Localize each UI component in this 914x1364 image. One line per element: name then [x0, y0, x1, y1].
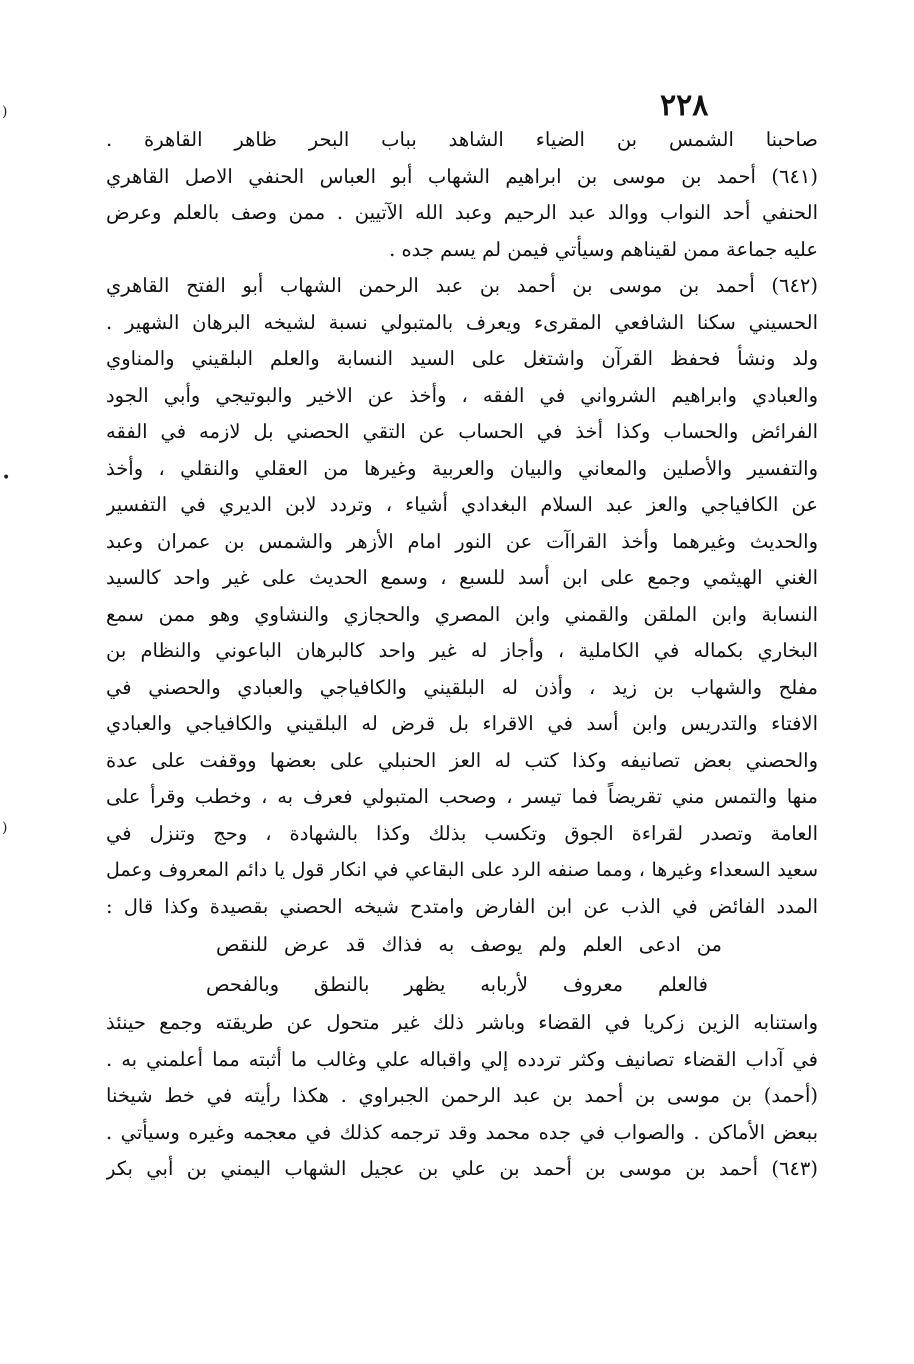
text-line: ولد ونشأ فحفظ القرآن واشتغل على السيد النسابة والعلم البلقيني والمناوي — [106, 347, 818, 370]
text-line: النسابة وابن الملقن والقمني وابن المصري والحجازي والنشاوي وهو ممن سمع — [106, 602, 818, 626]
text-line: الافتاء والتدريس وابن أسد في الاقراء بل قرض له البلقيني والكافياجي والعبادي — [106, 712, 818, 735]
margin-tick: ) — [2, 820, 8, 836]
text-line: (٦٤٣) أحمد بن موسى بن أحمد بن علي بن عجيل الشهاب اليمني بن أبي بكر — [106, 1157, 818, 1180]
text-line: عن الكافياجي والعز عبد السلام البغدادي أشياء ، وتردد لابن الديري في التفسير — [106, 493, 818, 516]
text-line: واستنابه الزين زكريا في القضاء وباشر ذلك غير متحول عن طريقته وجمع حينئذ — [106, 1011, 818, 1034]
text-line: صاحبنا الشمس بن الضياء الشاهد بباب البحر ظاهر القاهرة . — [106, 128, 818, 151]
text-line: الفرائض والحساب وكذا أخذ في الحساب عن التقي الحصني بل لازمه في الفقه — [106, 420, 818, 443]
page-number: ٢٢٨ — [660, 88, 709, 123]
text-line: (٦٤٢) أحمد بن موسى بن أحمد بن عبد الرحمن الشهاب أبو الفتح القاهري — [106, 274, 818, 297]
text-line: العامة وتصدر لقراءة الجوق وتكسب بذلك وكذا بالشهادة ، وحج وتنزل في — [106, 821, 818, 845]
text-line: عليه جماعة ممن لقيناهم وسيأتي فيمن لم يسم جده . — [389, 237, 818, 261]
text-line: سعيد السعداء وغيرها ، ومما صنفه الرد على البقاعي في انكار قول يا دائم المعروف وعمل — [106, 859, 818, 881]
text-line: (٦٤١) أحمد بن موسى بن ابراهيم الشهاب أبو العباس الحنفي الاصل القاهري — [106, 164, 818, 188]
text-line: والتفسير والأصلين والمعاني والبيان والعربية وغيرها من العقلي والنقلي ، وأخذ — [106, 456, 818, 480]
margin-tick: ) — [2, 104, 8, 120]
text-line: ببعض الأماكن . والصواب في جده محمد وقد ترجمه كذلك في معجمه وغيره وسيأتي . — [106, 1120, 818, 1144]
text-line: الحسيني سكنا الشافعي المقرىء ويعرف بالمتبولي نسبة لشيخه البرهان الشهير . — [106, 310, 818, 334]
poem-verse: فالعلم معروف لأربابه يظهر بالنطق وبالفحص — [206, 973, 708, 996]
text-line: والعبادي وابراهيم الشرواني في الفقه ، وأخذ عن الاخير والبوتيجي وأبي الجود — [106, 383, 818, 407]
text-line: البخاري بكماله في الكاملية ، وأجاز له غير واحد كالبرهان الباعوني والنظام بن — [106, 639, 818, 662]
text-line: الحنفي أحد النواب ووالد عبد الرحيم وعبد الله الآتيين . ممن وصف بالعلم وعرض — [106, 201, 818, 224]
poem-verse: من ادعى العلم ولم يوصف به فذاك قد عرض للنقص — [216, 933, 722, 956]
text-line: (أحمد) بن موسى بن أحمد بن عبد الرحمن الجبراوي . هكذا رأيته في خط شيخنا — [106, 1084, 818, 1107]
text-line: والحديث وغيرهما وأخذ القراآت عن النور امام الأزهر والشمس بن عمران وعبد — [106, 529, 818, 553]
text-line: مفلح والشهاب بن زيد ، وأذن له البلقيني والكافياجي والعبادي والحصني في — [106, 675, 818, 699]
text-line: في آداب القضاء تصانيف وكثر تردده إلي واقباله علي وغالب ما أثبته مما أعلمني به . — [106, 1047, 818, 1071]
text-line: المدد الفائض في الذب عن ابن الفارض وامتدح شيخه الحصني بقصيدة وكذا قال : — [106, 894, 818, 918]
text-line: والحصني بعض تصانيفه وكذا كتب له العز الحنبلي على بعضها ووقفت على عدة — [106, 748, 818, 772]
text-line: الغني الهيثمي وجمع على ابن أسد للسبع ، وسمع الحديث على غير واحد كالسيد — [106, 566, 818, 589]
body-text — [106, 122, 818, 1188]
margin-tick: • — [2, 470, 11, 486]
text-line: منها والتمس مني تقريضاً فما تيسر ، وصحب المتبولي فعرف به ، وخطب وقرأ على — [106, 785, 818, 808]
